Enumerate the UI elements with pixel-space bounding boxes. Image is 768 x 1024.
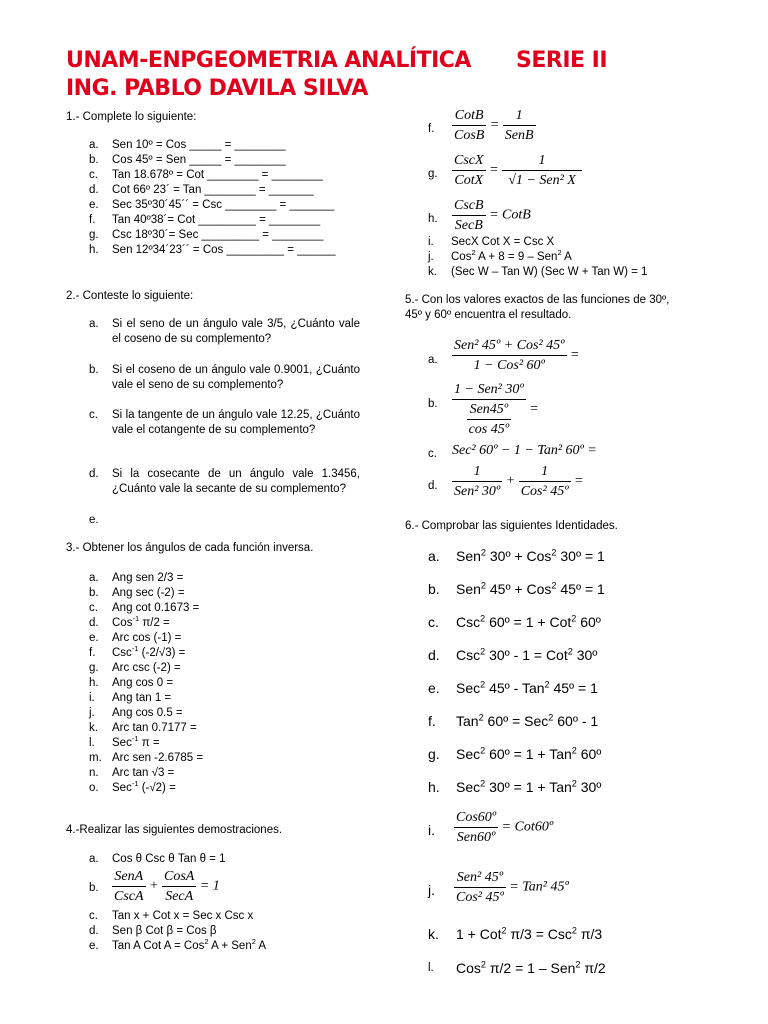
text-part: Cos [456, 960, 481, 976]
superscript: -1 [132, 614, 140, 624]
fraction-numerator: Cos60º [454, 808, 498, 828]
superscript: 2 [478, 712, 484, 723]
superscript: 2 [204, 937, 209, 947]
superscript: 2 [544, 679, 550, 690]
item-text: Tan 18.678º = Cot ________ = ________ [112, 169, 323, 181]
text-part: 30º - 1 = Cot [489, 647, 568, 663]
superscript: 2 [551, 580, 557, 591]
item-letter: f. [428, 123, 435, 135]
item-letter: d. [428, 480, 438, 492]
item-formula [454, 808, 553, 847]
superscript: 2 [480, 679, 486, 690]
item-text [456, 614, 601, 630]
text-part: Cos [451, 251, 472, 263]
item-letter: k. [89, 722, 98, 734]
list-item [428, 151, 718, 195]
fraction-denominator: CosB [454, 128, 485, 143]
text-part: 30º [580, 779, 602, 795]
item-text: Cos θ Csc θ Tan θ = 1 [112, 853, 226, 865]
superscript: 2 [575, 959, 581, 970]
fraction-numerator: 1 [503, 106, 536, 126]
item-letter: h. [428, 779, 440, 795]
section-5-list [428, 336, 728, 506]
superscript: 2 [480, 613, 486, 624]
item-text: (Sec W – Tan W) (Sec W + Tan W) = 1 [451, 266, 648, 278]
superscript: 2 [571, 778, 577, 789]
item-letter: c. [89, 169, 98, 181]
item-letter: l. [89, 737, 95, 749]
text-part: Csc [112, 647, 132, 659]
list-item [428, 336, 718, 380]
fraction-numerator: Sen45º [467, 400, 512, 420]
section-3-list [89, 571, 349, 796]
item-letter: e. [89, 632, 99, 644]
text-part: A + 8 = 9 – Sen [475, 251, 558, 263]
section-6-list-continued [428, 808, 728, 988]
fraction-numerator: 1 [502, 151, 582, 171]
item-letter: a. [89, 139, 99, 151]
text-part: 60º [580, 614, 601, 630]
section-5-title-line1: 5.- Con los valores exactos de las funciones de 30º, [405, 294, 670, 306]
item-text: Sec 35º30´45´´ = Csc ________ = _______ [112, 199, 335, 211]
item-text [112, 616, 170, 631]
item-text: Ang cos 0 = [112, 677, 174, 689]
item-letter: o. [89, 782, 99, 794]
superscript: 2 [480, 745, 486, 756]
list-item [428, 196, 718, 240]
text-part: Sec [112, 782, 132, 794]
item-letter: c. [89, 910, 98, 922]
text-part: 60º = 1 + Tan [489, 746, 572, 762]
item-text [456, 960, 606, 976]
item-letter: e. [89, 514, 99, 526]
text-part: 30º [576, 647, 598, 663]
superscript: -1 [131, 644, 139, 654]
item-formula: $\frac{\text{CotB}}{\text{CosB}}$ = $\frac{1}{\text{SenB}}$ [454, 108, 534, 143]
section-6-title: 6.- Comprobar las siguientes Identidades. [405, 520, 618, 532]
section-6-list [428, 548, 728, 808]
fraction-denominator [452, 400, 526, 439]
section-2-list [89, 317, 369, 527]
text-part: Cos [112, 617, 133, 629]
item-letter: d. [89, 468, 99, 480]
item-text: Ang tan 1 = [112, 692, 172, 704]
item-letter: k. [428, 926, 439, 942]
fraction-denominator: CscA [114, 889, 144, 904]
item-text: Tan x + Cot x = Sec x Csc x [112, 910, 254, 922]
item-letter: h. [428, 213, 438, 225]
section-1-title: 1.- Complete lo siguiente: [66, 111, 197, 123]
formula-rest: = Tan² 45º [509, 879, 569, 895]
item-letter: d. [89, 925, 99, 937]
item-text [456, 746, 601, 762]
item-letter: g. [428, 746, 440, 762]
text-part: 45º + Cos [489, 581, 552, 597]
item-letter: a. [89, 853, 99, 865]
text-part: A [255, 940, 267, 952]
item-text: Cos 45º = Sen _____ = ________ [112, 154, 286, 166]
item-letter: j. [428, 882, 435, 898]
item-letter: i. [89, 692, 95, 704]
item-formula: $\frac{\text{Sen² 45º + Cos² 45º}}{\text{1 − Cos² 60º}}$ = [454, 338, 580, 373]
text-part: π/2 [584, 960, 606, 976]
item-text: Ang cos 0.5 = [112, 707, 183, 719]
superscript: 2 [480, 959, 486, 970]
item-text: Cot 66º 23´ = Tan ________ = _______ [112, 184, 314, 196]
section-4-list [89, 852, 379, 957]
item-letter: a. [428, 548, 440, 564]
item-formula: $\frac{\text{1 − Sen² 30º}}{\frac{\text{Sen45º}}{\text{cos 45º}}}$ = [454, 382, 539, 437]
section-2-title: 2.- Conteste lo siguiente: [66, 290, 194, 302]
text-part: π/2 = [142, 617, 170, 629]
item-letter: i. [428, 236, 434, 248]
text-part: 1 + Cot [456, 926, 502, 942]
text-part: Csc [456, 614, 481, 630]
text-part: 45º = 1 [553, 680, 598, 696]
section-4-continued [428, 106, 728, 281]
item-text [456, 581, 605, 597]
superscript: 2 [471, 248, 476, 258]
item-text [451, 250, 572, 265]
header-title: UNAM-ENPGEOMETRIA ANALÍTICA [66, 48, 471, 73]
item-text [112, 781, 176, 796]
item-letter: n. [89, 767, 99, 779]
fraction-denominator: CotX [454, 173, 484, 188]
text-part: 60º - 1 [557, 713, 599, 729]
section-1-list [89, 138, 379, 258]
superscript: 2 [557, 248, 562, 258]
item-text: Arc cos (-1) = [112, 632, 182, 644]
fraction-denominator: Sen² 30º [454, 484, 501, 499]
item-formula [454, 868, 569, 907]
item-text: Tan 40º38´= Cot _________ = ________ [112, 214, 321, 226]
formula-rest: = Cot60º [501, 819, 554, 835]
text-part: A [561, 251, 572, 263]
item-letter: g. [89, 229, 99, 241]
superscript: 2 [567, 646, 573, 657]
superscript: 2 [251, 937, 256, 947]
item-letter: a. [89, 572, 99, 584]
item-letter: b. [428, 398, 438, 410]
item-text: Si la tangente de un ángulo vale 12.25, ¿Cuánto vale el cotangente de su complemento? [112, 409, 360, 436]
item-letter: g. [89, 662, 99, 674]
text-part: 60º [580, 746, 602, 762]
item-letter: d. [89, 184, 99, 196]
item-letter: d. [89, 617, 99, 629]
fraction-denominator: 1 − Cos² 60º [473, 358, 545, 373]
item-text: Ang cot 0.1673 = [112, 602, 200, 614]
list-item [428, 868, 718, 912]
fraction-numerator: CosA [162, 867, 196, 887]
item-letter: c. [428, 448, 437, 460]
text-part: (-√2) = [141, 782, 176, 794]
item-letter: e. [89, 199, 99, 211]
list-item [428, 462, 718, 506]
item-text: Si la cosecante de un ángulo vale 1.3456, ¿Cuánto vale la secante de su complemento? [112, 468, 360, 495]
text-part: Sec [456, 680, 481, 696]
item-letter: e. [89, 940, 99, 952]
item-letter: m. [89, 752, 102, 764]
superscript: 2 [480, 646, 486, 657]
text-part: Sec [112, 737, 132, 749]
section-5-title-line2: 45º y 60º encuentra el resultado. [405, 309, 572, 321]
item-letter: j. [428, 251, 434, 263]
text-part: π/2 = 1 – Sen [489, 960, 576, 976]
item-text: Sen 10º = Cos _____ = ________ [112, 139, 286, 151]
fraction-denominator: √1 − Sen² X [508, 173, 576, 188]
item-formula: Sec² 60º − 1 − Tan² 60º = [452, 443, 597, 458]
item-formula: $\frac{1}{\text{Sen² 30º}}$ + $\frac{1}{\text{Cos² 45º}}$ = [454, 464, 584, 499]
item-letter: e. [428, 680, 440, 696]
text-part: 45º = 1 [560, 581, 605, 597]
list-item [89, 867, 339, 909]
text-part: 60º = Sec [487, 713, 549, 729]
item-letter: b. [428, 581, 440, 597]
item-text: Csc 18º30´= Sec _________ = ________ [112, 229, 324, 241]
fraction-denominator: Cos² 45º [456, 890, 504, 905]
fraction-denominator: cos 45º [468, 422, 510, 437]
item-text [456, 647, 597, 663]
item-letter: h. [89, 677, 99, 689]
fraction-denominator: SecB [454, 218, 483, 233]
superscript: 2 [551, 547, 557, 558]
fraction-numerator: 1 [519, 462, 571, 482]
text-part: Tan A Cot A = Cos [112, 940, 205, 952]
text-part: Sen [456, 548, 481, 564]
item-text [456, 926, 602, 942]
item-text: Arc sen -2.6785 = [112, 752, 204, 764]
fraction-numerator: Sen² 45º [454, 868, 506, 888]
fraction-numerator: 1 − Sen² 30º [452, 380, 526, 400]
formula-rest: = CotB [489, 207, 531, 223]
superscript: 2 [480, 580, 486, 591]
item-letter: g. [428, 168, 438, 180]
fraction-numerator: 1 [452, 462, 502, 482]
item-letter: c. [89, 409, 98, 421]
item-text: Ang sen 2/3 = [112, 572, 184, 584]
item-text: Ang sec (-2) = [112, 587, 185, 599]
item-letter: h. [89, 244, 99, 256]
item-letter: b. [89, 587, 99, 599]
text-part: Sec [456, 779, 481, 795]
text-part: 30º = 1 + Tan [489, 779, 572, 795]
text-part: 45º - Tan [489, 680, 545, 696]
item-letter: c. [428, 614, 439, 630]
text-part: Csc [456, 647, 481, 663]
fraction-denominator: Sen60º [456, 830, 496, 845]
item-text: Sen β Cot β = Cos β [112, 925, 217, 937]
item-text [456, 713, 598, 729]
superscript: 2 [571, 613, 577, 624]
item-text [456, 548, 605, 564]
text-part: 60º = 1 + Cot [489, 614, 572, 630]
fraction-denominator: SenB [504, 128, 534, 143]
superscript: 2 [501, 925, 507, 936]
text-part: π/3 = Csc [510, 926, 572, 942]
list-item [428, 380, 718, 442]
item-text [112, 736, 160, 751]
text-part: π = [141, 737, 160, 749]
item-text [456, 779, 601, 795]
item-letter: a. [89, 318, 99, 330]
superscript: 2 [480, 778, 486, 789]
header-author: ING. PABLO DAVILA SILVA [66, 76, 368, 101]
text-part: 30º + Cos [489, 548, 552, 564]
list-item [428, 106, 718, 150]
item-letter: d. [428, 647, 440, 663]
fraction-denominator: Cos² 45º [520, 484, 569, 499]
item-text: SecX Cot X = Csc X [451, 236, 555, 248]
text-part: 30º = 1 [560, 548, 605, 564]
text-part: Sen [456, 581, 481, 597]
fraction-numerator: CotB [452, 106, 486, 126]
item-formula: $\frac{\text{CscX}}{\text{CotX}}$ = $\frac{1}{\text{√1 − Sen² X}}$ [452, 151, 582, 190]
fraction-numerator: CscB [452, 196, 486, 216]
text-part: A + Sen [208, 940, 252, 952]
text-part: (-2/√3) = [141, 647, 186, 659]
item-text: Arc csc (-2) = [112, 662, 181, 674]
fraction-denominator: SecA [165, 889, 194, 904]
item-letter: i. [428, 822, 435, 838]
text-part: π/3 [580, 926, 603, 942]
section-4-title: 4.-Realizar las siguientes demostraciones. [66, 824, 283, 836]
item-text: Arc tan 0.7177 = [112, 722, 197, 734]
list-item [428, 808, 718, 852]
item-letter: j. [89, 707, 95, 719]
item-formula [452, 196, 531, 235]
text-part: Sec [456, 746, 481, 762]
item-formula: $\frac{\text{SenA}}{\text{CscA}}$ + $\frac{\text{CosA}}{\text{SecA}}$ = 1 [114, 869, 220, 904]
item-text [112, 939, 266, 954]
item-text [456, 680, 598, 696]
fraction-numerator: SenA [112, 867, 146, 887]
item-letter: f. [428, 713, 436, 729]
superscript: 2 [480, 547, 486, 558]
item-letter: c. [89, 602, 98, 614]
superscript: 2 [571, 925, 577, 936]
item-letter: a. [428, 354, 438, 366]
item-letter: f. [89, 647, 96, 659]
fraction-numerator: CscX [452, 151, 486, 171]
superscript: -1 [131, 734, 139, 744]
item-letter: f. [89, 214, 96, 226]
item-text: Si el coseno de un ángulo vale 0.9001, ¿Cuánto vale el seno de su complemento? [112, 364, 360, 391]
section-3-title: 3.- Obtener los ángulos de cada función inversa. [66, 542, 314, 554]
item-letter: l. [428, 962, 434, 974]
item-text: Si el seno de un ángulo vale 3/5, ¿Cuánto vale el coseno de su complemento? [112, 318, 360, 345]
superscript: 2 [548, 712, 554, 723]
item-text: Arc tan √3 = [112, 767, 175, 779]
item-text [112, 646, 185, 661]
item-letter: k. [428, 266, 437, 278]
text-part: Tan [456, 713, 479, 729]
item-text: Sen 12º34´23´´ = Cos _________ = ______ [112, 244, 336, 256]
formula-rest: = 1 [199, 878, 220, 894]
superscript: 2 [571, 745, 577, 756]
superscript: -1 [131, 779, 139, 789]
fraction-numerator: Sen² 45º + Cos² 45º [452, 336, 567, 356]
item-letter: b. [89, 154, 99, 166]
item-letter: b. [89, 364, 99, 376]
header-serie: SERIE II [516, 48, 608, 73]
item-letter: b. [89, 882, 99, 894]
